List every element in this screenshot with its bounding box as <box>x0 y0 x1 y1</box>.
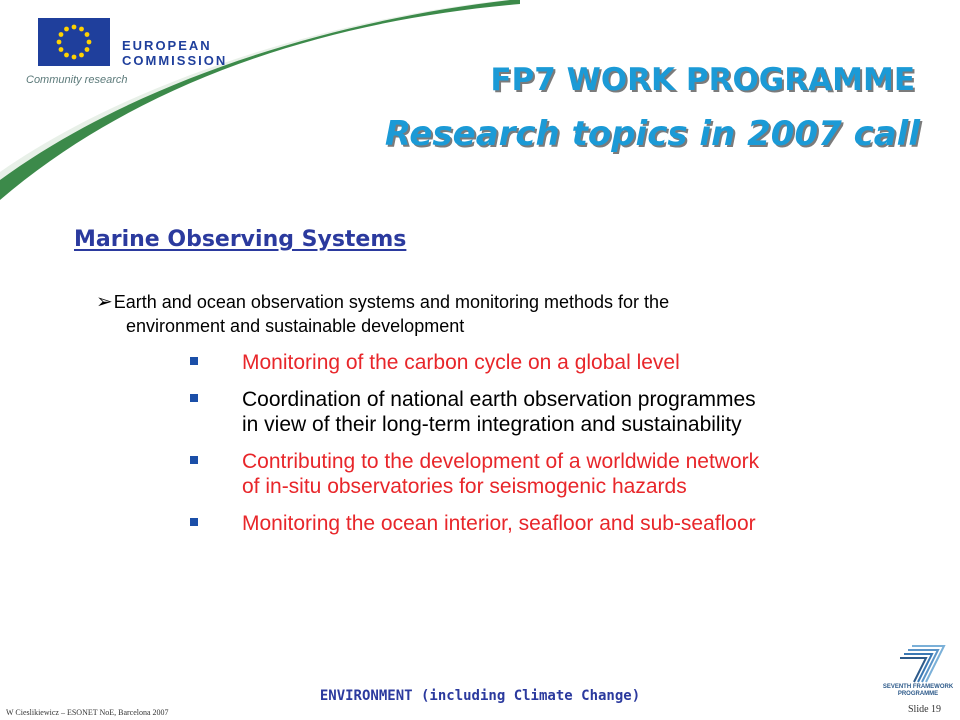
topic-list <box>188 350 928 548</box>
eu-logo-subtitle: Community research <box>26 74 128 86</box>
footer-author: W Cieslikiewicz – ESONET NoE, Barcelona 2007 <box>6 708 169 717</box>
fp7-seven-icon <box>882 644 954 684</box>
topic-item-line: Monitoring of the carbon cycle on a global level <box>242 351 680 374</box>
topic-item-line: Contributing to the development of a worldwide network <box>242 450 760 473</box>
slide-subtitle: Research topics in 2007 call <box>384 114 920 154</box>
section-heading: Marine Observing Systems <box>74 227 407 252</box>
topic-item <box>188 387 928 437</box>
eu-flag-icon <box>38 18 110 66</box>
fp7-logo-text: SEVENTH FRAMEWORK PROGRAMME <box>882 684 954 697</box>
topic-item-line: Monitoring the ocean interior, seafloor and sub-seafloor <box>242 512 756 535</box>
square-bullet-icon <box>190 394 198 402</box>
topic-item <box>188 511 928 536</box>
square-bullet-icon <box>190 518 198 526</box>
square-bullet-icon <box>190 456 198 464</box>
slide-number: Slide 19 <box>908 704 942 715</box>
topic-item <box>188 449 928 499</box>
square-bullet-icon <box>190 357 198 365</box>
intro-line-1: Earth and ocean observation systems and monitoring methods for the <box>113 292 670 312</box>
footer-theme: ENVIRONMENT (including Climate Change) <box>319 688 641 704</box>
intro-bullet <box>96 290 896 338</box>
slide-title: FP7 WORK PROGRAMME <box>490 62 915 98</box>
eu-logo-text: EUROPEAN COMMISSION <box>122 38 228 68</box>
topic-item <box>188 350 928 375</box>
topic-item-line: of in-situ observatories for seismogenic hazards <box>242 475 687 498</box>
intro-line-2: environment and sustainable development <box>126 316 465 336</box>
topic-item-line: Coordination of national earth observation programmes <box>242 388 756 411</box>
topic-item-line: in view of their long-term integration and sustainability <box>242 413 742 436</box>
arrow-bullet-icon: ➢ <box>96 291 113 313</box>
